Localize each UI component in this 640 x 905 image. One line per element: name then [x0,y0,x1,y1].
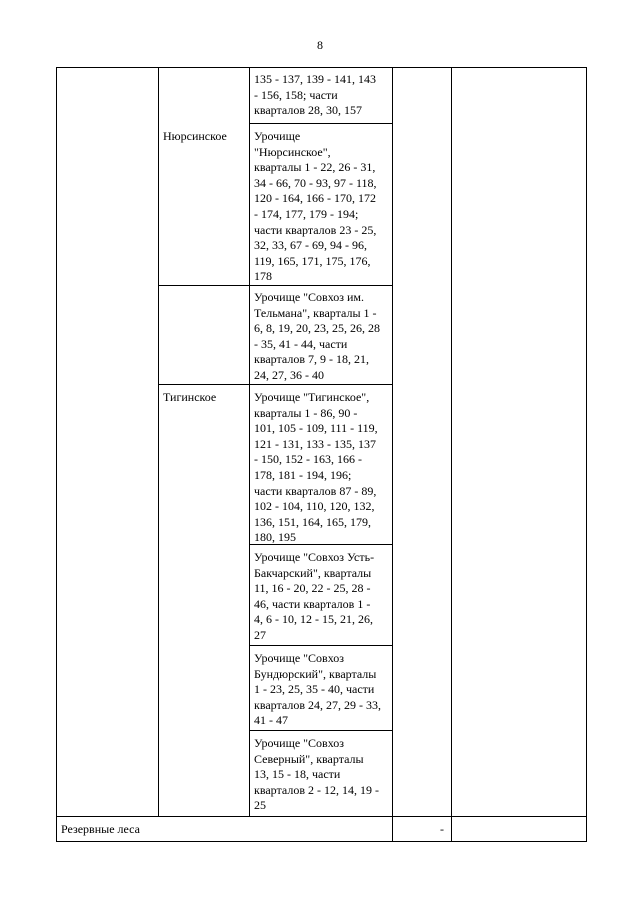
row-divider [249,123,392,124]
district-cell: Нюрсинское [163,129,227,143]
reserve-forest-label: Резервные леса [61,822,140,836]
reserve-row-top-border [56,816,586,817]
table-right-border [586,67,587,842]
row-divider [249,645,392,646]
district-cell: Тигинское [163,390,217,404]
tract-cell: Урочище "Тигинское", кварталы 1 - 86, 90 - 101, 105 - 109, 111 - 119, 121 - 131, 133 - 135, 137 - 150, 152 - 163, 166 - 178, 181 - 194, 196; части кварталов 87 - 89, 102 - 104, 110, 120, 132, 136, 151, 164, 165, 179, 180, 195 [254,390,378,545]
reserve-forest-value: - [440,822,444,836]
column-divider [158,67,159,817]
tract-cell: Урочище "Совхоз Северный", кварталы 13, 15 - 18, части кварталов 2 - 12, 14, 19 - 25 [254,736,379,813]
table-left-border [56,67,57,842]
tract-cell: Урочище "Нюрсинское", кварталы 1 - 22, 26 - 31, 34 - 66, 70 - 93, 97 - 118, 120 - 164, 166 - 170, 172 - 174, 177, 179 - 194; части кварталов 23 - 25, 32, 33, 67 - 69, 94 - 96, 119, 165, 171, 175, 176, 178 [254,129,377,284]
column-divider [451,67,452,842]
row-divider [249,730,392,731]
row-divider [158,384,392,385]
tract-cell: Урочище "Совхоз Усть- Бакчарский", кварталы 11, 16 - 20, 22 - 25, 28 - 46, части кварталов 1 - 4, 6 - 10, 12 - 15, 21, 26, 27 [254,550,375,642]
tract-cell: Урочище "Совхоз им. Тельмана", кварталы 1 - 6, 8, 19, 20, 23, 25, 26, 28 - 35, 41 - 44, части кварталов 7, 9 - 18, 21, 24, 27, 36 - 40 [254,290,380,382]
tract-cell: Урочище "Совхоз Бундюрский", кварталы 1 - 23, 25, 35 - 40, части кварталов 24, 27, 29 - 33, 41 - 47 [254,651,381,728]
table-top-border [56,67,586,68]
tract-cell: 135 - 137, 139 - 141, 143 - 156, 158; части кварталов 28, 30, 157 [254,72,376,118]
table-bottom-border [56,841,586,842]
row-divider [158,285,392,286]
page-number: 8 [317,38,323,52]
column-divider [249,67,250,817]
column-divider [392,67,393,842]
